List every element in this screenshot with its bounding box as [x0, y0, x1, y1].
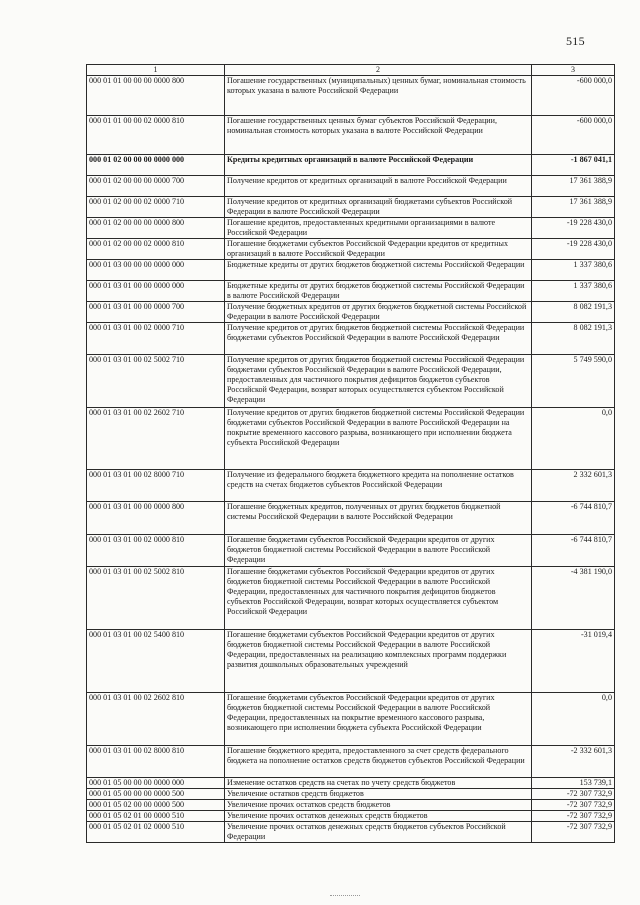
row-description-cell: Кредиты кредитных организаций в валюте Российской Федерации: [225, 155, 532, 176]
page-number: 515: [566, 34, 585, 48]
column-header-description: 2: [225, 65, 532, 76]
table-row: [87, 176, 615, 197]
row-amount-cell: -72 307 732,9: [532, 821, 615, 842]
row-code-cell: 000 01 01 00 00 00 0000 800: [87, 76, 225, 116]
row-description-cell: Получение кредитов от кредитных организаций бюджетами субъектов Российской Федерации в валюте Российской Федерации: [225, 197, 532, 218]
table-row: [87, 408, 615, 470]
row-description-cell: Получение бюджетных кредитов от других бюджетов бюджетной системы Российской Федерации в валюте Российской Федерации: [225, 302, 532, 323]
row-description-cell: Увеличение остатков средств бюджетов: [225, 788, 532, 799]
row-description-cell: Погашение государственных ценных бумаг субъектов Российской Федерации, номинальная стоимость которых указана в валюте Российской Федерации: [225, 116, 532, 155]
table-row: [87, 567, 615, 630]
row-code-cell: 000 01 03 01 00 02 8000 710: [87, 470, 225, 502]
row-code-cell: 000 01 02 00 00 00 0000 800: [87, 218, 225, 239]
table-row: [87, 502, 615, 535]
row-code-cell: 000 01 03 01 00 02 8000 810: [87, 746, 225, 778]
row-amount-cell: 8 082 191,3: [532, 323, 615, 355]
row-amount-cell: -600 000,0: [532, 116, 615, 155]
table-row: [87, 821, 615, 842]
row-code-cell: 000 01 03 01 00 02 2602 810: [87, 693, 225, 746]
row-code-cell: 000 01 03 00 00 00 0000 000: [87, 260, 225, 281]
table-row: [87, 260, 615, 281]
row-code-cell: 000 01 01 00 00 02 0000 810: [87, 116, 225, 155]
row-amount-cell: 0,0: [532, 693, 615, 746]
table-row: [87, 746, 615, 778]
table-row: [87, 355, 615, 408]
row-description-cell: Увеличение прочих остатков средств бюджетов: [225, 799, 532, 810]
table-row: [87, 788, 615, 799]
table-row: [87, 810, 615, 821]
row-description-cell: Погашение бюджетами субъектов Российской Федерации кредитов от кредитных организаций в валюте Российской Федерации: [225, 239, 532, 260]
table-row: [87, 799, 615, 810]
row-description-cell: Бюджетные кредиты от других бюджетов бюджетной системы Российской Федерации в валюте Российской Федерации: [225, 281, 532, 302]
column-header-code: 1: [87, 65, 225, 76]
row-amount-cell: -72 307 732,9: [532, 788, 615, 799]
row-amount-cell: -6 744 810,7: [532, 535, 615, 567]
row-code-cell: 000 01 05 00 00 00 0000 500: [87, 788, 225, 799]
table-row: [87, 218, 615, 239]
row-amount-cell: 0,0: [532, 408, 615, 470]
row-description-cell: Погашение кредитов, предоставленных кредитными организациями в валюте Российской Федерации: [225, 218, 532, 239]
table-row: [87, 693, 615, 746]
row-code-cell: 000 01 03 01 00 02 0000 810: [87, 535, 225, 567]
row-amount-cell: 8 082 191,3: [532, 302, 615, 323]
row-code-cell: 000 01 03 01 00 02 2602 710: [87, 408, 225, 470]
row-amount-cell: -4 381 190,0: [532, 567, 615, 630]
budget-table: [86, 64, 615, 843]
table-row: [87, 239, 615, 260]
row-code-cell: 000 01 03 01 00 00 0000 700: [87, 302, 225, 323]
row-amount-cell: -1 867 041,1: [532, 155, 615, 176]
table-row: [87, 630, 615, 693]
row-description-cell: Получение кредитов от кредитных организаций в валюте Российской Федерации: [225, 176, 532, 197]
row-description-cell: Погашение бюджетного кредита, предоставленного за счет средств федерального бюджета на пополнение остатков средств бюджетов субъектов Российской Федерации: [225, 746, 532, 778]
row-description-cell: Погашение бюджетных кредитов, полученных от других бюджетов бюджетной системы Российской Федерации в валюте Российской Федерации: [225, 502, 532, 535]
row-amount-cell: -31 019,4: [532, 630, 615, 693]
row-amount-cell: -19 228 430,0: [532, 239, 615, 260]
row-description-cell: Погашение бюджетами субъектов Российской Федерации кредитов от других бюджетов бюджетной системы Российской Федерации в валюте Российской Федерации, предоставленных на покрытие временного кассового разрыва, возникающего при исполнении бюджета субъекта Российской Федерации: [225, 693, 532, 746]
row-code-cell: 000 01 05 02 01 02 0000 510: [87, 821, 225, 842]
scan-artifact: [330, 895, 360, 897]
row-amount-cell: -72 307 732,9: [532, 810, 615, 821]
row-amount-cell: 1 337 380,6: [532, 260, 615, 281]
row-code-cell: 000 01 05 00 00 00 0000 000: [87, 778, 225, 789]
row-amount-cell: 1 337 380,6: [532, 281, 615, 302]
table-row: [87, 197, 615, 218]
table-row: [87, 535, 615, 567]
row-amount-cell: 5 749 590,0: [532, 355, 615, 408]
row-amount-cell: -19 228 430,0: [532, 218, 615, 239]
row-description-cell: Увеличение прочих остатков денежных средств бюджетов субъектов Российской Федерации: [225, 821, 532, 842]
table-row: [87, 778, 615, 789]
row-code-cell: 000 01 05 02 01 00 0000 510: [87, 810, 225, 821]
table-header-row: [87, 65, 615, 76]
column-header-amount: 3: [532, 65, 615, 76]
row-description-cell: Получение кредитов от других бюджетов бюджетной системы Российской Федерации бюджетами субъектов Российской Федерации в валюте Российской Федерации, предоставленных для частичного покрытия дефицитов бюджетов субъектов Российской Федерации, возврат которых осуществляется субъектом Российской Федерации: [225, 355, 532, 408]
row-description-cell: Изменение остатков средств на счетах по учету средств бюджетов: [225, 778, 532, 789]
row-description-cell: Погашение государственных (муниципальных) ценных бумаг, номинальная стоимость которых указана в валюте Российской Федерации: [225, 76, 532, 116]
row-code-cell: 000 01 03 01 00 02 5400 810: [87, 630, 225, 693]
row-code-cell: 000 01 02 00 00 02 0000 710: [87, 197, 225, 218]
row-amount-cell: 17 361 388,9: [532, 176, 615, 197]
table-row: [87, 470, 615, 502]
row-description-cell: Погашение бюджетами субъектов Российской Федерации кредитов от других бюджетов бюджетной системы Российской Федерации в валюте Российской Федерации: [225, 535, 532, 567]
row-amount-cell: -6 744 810,7: [532, 502, 615, 535]
table-row: [87, 323, 615, 355]
table-row: [87, 302, 615, 323]
row-code-cell: 000 01 03 01 00 02 5002 810: [87, 567, 225, 630]
table-row: [87, 155, 615, 176]
row-amount-cell: 2 332 601,3: [532, 470, 615, 502]
row-amount-cell: -2 332 601,3: [532, 746, 615, 778]
row-amount-cell: -600 000,0: [532, 76, 615, 116]
row-amount-cell: 17 361 388,9: [532, 197, 615, 218]
row-code-cell: 000 01 03 01 00 02 0000 710: [87, 323, 225, 355]
row-code-cell: 000 01 03 01 00 00 0000 800: [87, 502, 225, 535]
row-description-cell: Погашение бюджетами субъектов Российской Федерации кредитов от других бюджетов бюджетной системы Российской Федерации в валюте Российской Федерации, предоставленных для частичного покрытия дефицитов бюджетов субъектов Российской Федерации, возврат которых осуществляется субъектом Российской Федерации: [225, 567, 532, 630]
row-code-cell: 000 01 02 00 00 02 0000 810: [87, 239, 225, 260]
row-description-cell: Увеличение прочих остатков денежных средств бюджетов: [225, 810, 532, 821]
row-description-cell: Получение кредитов от других бюджетов бюджетной системы Российской Федерации бюджетами субъектов Российской Федерации в валюте Российской Федерации на покрытие временного кассового разрыва, возникающего при исполнении бюджета субъекта Российской Федерации: [225, 408, 532, 470]
table-row: [87, 281, 615, 302]
row-code-cell: 000 01 03 01 00 02 5002 710: [87, 355, 225, 408]
row-code-cell: 000 01 05 02 00 00 0000 500: [87, 799, 225, 810]
row-description-cell: Получение кредитов от других бюджетов бюджетной системы Российской Федерации бюджетами субъектов Российской Федерации в валюте Российской Федерации: [225, 323, 532, 355]
row-code-cell: 000 01 02 00 00 00 0000 700: [87, 176, 225, 197]
row-description-cell: Погашение бюджетами субъектов Российской Федерации кредитов от других бюджетов бюджетной системы Российской Федерации в валюте Российской Федерации, предоставленных на реализацию комплексных программ поддержки развития дошкольных образовательных учреждений: [225, 630, 532, 693]
row-description-cell: Бюджетные кредиты от других бюджетов бюджетной системы Российской Федерации: [225, 260, 532, 281]
table-row: [87, 116, 615, 155]
row-code-cell: 000 01 03 01 00 00 0000 000: [87, 281, 225, 302]
row-code-cell: 000 01 02 00 00 00 0000 000: [87, 155, 225, 176]
row-amount-cell: 153 739,1: [532, 778, 615, 789]
row-description-cell: Получение из федерального бюджета бюджетного кредита на пополнение остатков средств на счетах бюджетов субъектов Российской Федерации: [225, 470, 532, 502]
row-amount-cell: -72 307 732,9: [532, 799, 615, 810]
table-row: [87, 76, 615, 116]
